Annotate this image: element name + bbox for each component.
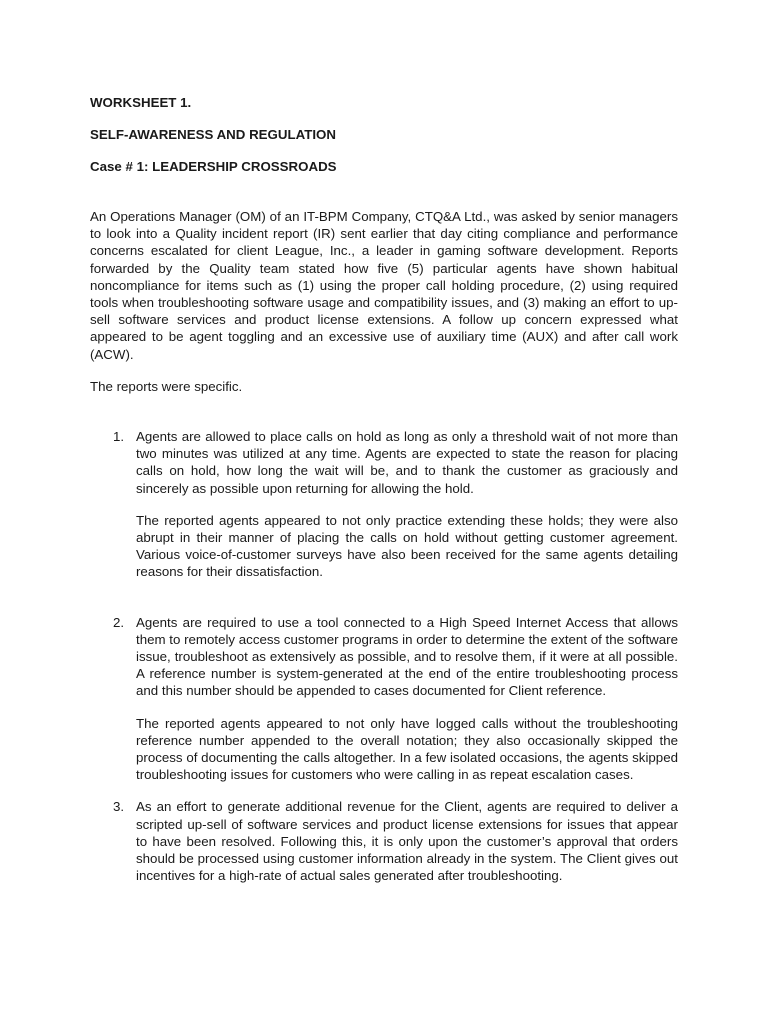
list-item-number: 1. <box>113 429 125 445</box>
list-item <box>90 614 678 784</box>
list-item-text: As an effort to generate additional revenue for the Client, agents are required to deliver a scripted up-sell of software services and product license extensions for issues that appear to have been resolved. Following this, it is only upon the customer’s approval that orders should be processed using customer information already in the system. The Client gives out incentives for a high-rate of actual sales generated after troubleshooting. <box>136 799 678 884</box>
list-item-followup: The reported agents appeared to not only practice extending these holds; they were also abrupt in their manner of placing the calls on hold without getting customer agreement. Various voice-of-customer surveys have also been received for the same agents detailing reasons for their dissatisfaction. <box>136 512 678 580</box>
intro-paragraph: An Operations Manager (OM) of an IT-BPM Company, CTQ&A Ltd., was asked by senior managers to look into a Quality incident report (IR) sent earlier that day citing compliance and performance concerns escalated for client League, Inc., a leader in gaming software development. Reports forwarded by the Quality team stated how five (5) particular agents have shown habitual noncompliance for items such as (1) using the proper call holding procedure, (2) using required tools when troubleshooting software usage and compatibility issues, and (3) making an effort to up-sell software services and product license extensions. A follow up concern expressed what appeared to be agent toggling and an excessive use of auxiliary time (AUX) and after call work (ACW). <box>90 209 678 362</box>
list-item <box>90 798 678 884</box>
reports-specific-paragraph: The reports were specific. <box>90 378 243 394</box>
list-item-number: 2. <box>113 614 125 630</box>
list-item-followup: The reported agents appeared to not only have logged calls without the troubleshooting reference number appended to the overall notation; they also occasionally skipped the process of documenting the calls altogether. In a few isolated occasions, the agents skipped troubleshooting issues for customers who were calling in as repeat escalation cases. <box>136 715 678 783</box>
list-item-text: Agents are allowed to place calls on hold as long as only a threshold wait of not more than two minutes was utilized at any time. Agents are expected to state the reason for placing calls on hold, how long the wait will be, and to thank the customer as graciously and sincerely as possible upon returning for allowing the hold. <box>136 429 678 496</box>
document-page <box>90 94 678 885</box>
section-title: SELF-AWARENESS AND REGULATION <box>90 127 336 142</box>
worksheet-title: WORKSHEET 1. <box>90 95 192 110</box>
case-title: Case # 1: LEADERSHIP CROSSROADS <box>90 159 337 174</box>
list-item <box>90 428 678 581</box>
numbered-list <box>90 428 678 884</box>
list-item-number: 3. <box>113 799 125 815</box>
list-item-text: Agents are required to use a tool connected to a High Speed Internet Access that allows them to remotely access customer programs in order to determine the extent of the software issue, troubleshoot as extensively as possible, and to resolve them, if it were at all possible. A reference number is system-generated at the end of the entire troubleshooting process and this number should be appended to cases documented for Client reference. <box>136 614 678 699</box>
